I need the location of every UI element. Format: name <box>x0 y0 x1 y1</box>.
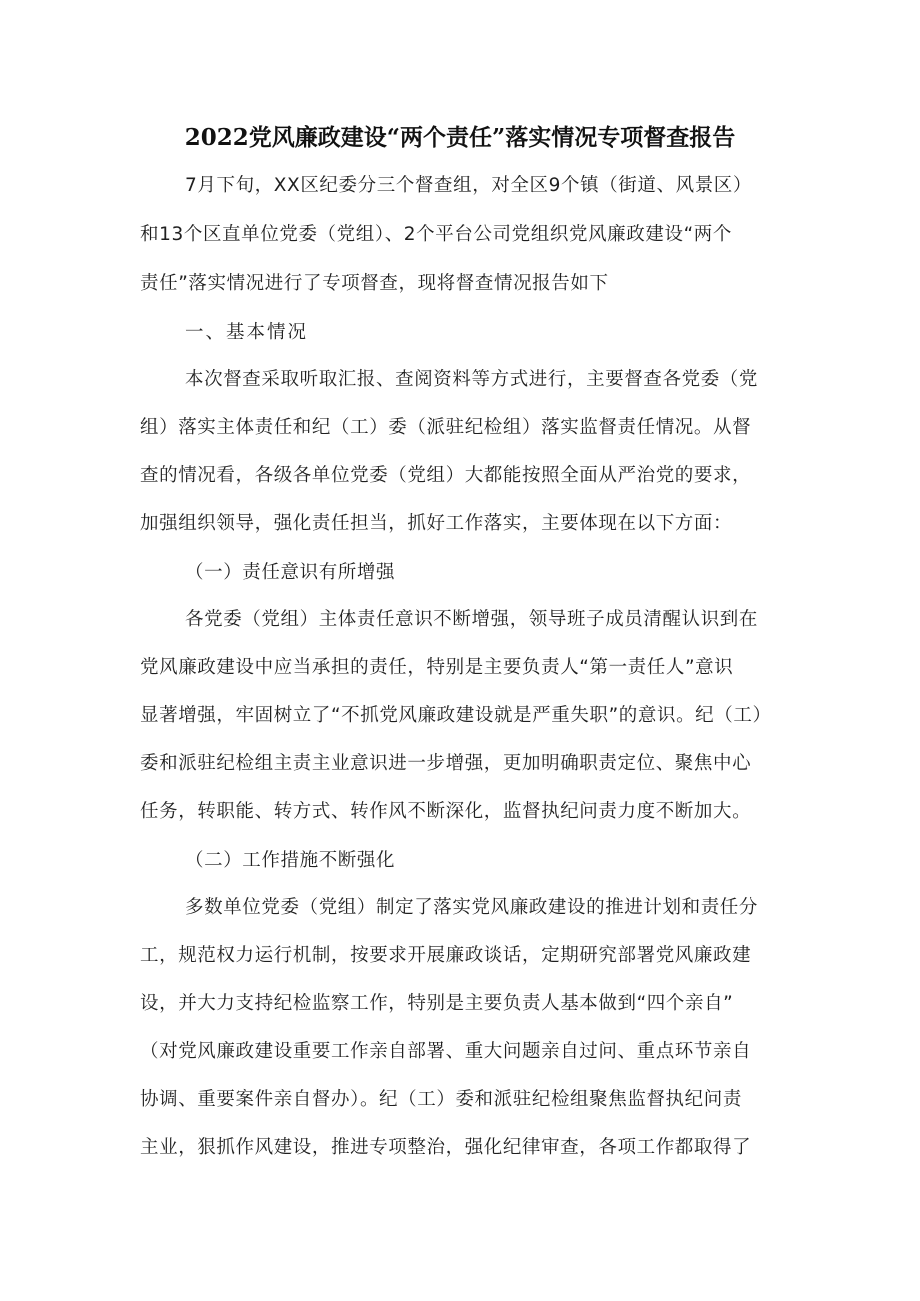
paragraph-line: 加强组织领导，强化责任担当，抓好工作落实，主要体现在以下方面： <box>140 513 733 534</box>
paragraph-line: 查的情况看，各级各单位党委（党组）大都能按照全面从严治党的要求， <box>140 465 752 486</box>
paragraph-line: 任务，转职能、转方式、转作风不断深化，监督执纪问责力度不断加大。 <box>140 801 752 822</box>
subsection-heading: （一）责任意识有所增强 <box>185 562 396 583</box>
paragraph-line: 本次督查采取听取汇报、查阅资料等方式进行，主要督查各党委（党 <box>185 369 759 390</box>
paragraph-line: 组）落实主体责任和纪（工）委（派驻纪检组）落实监督责任情况。从督 <box>140 417 752 438</box>
paragraph-line: 7月下旬，XX区纪委分三个督查组，对全区9个镇（街道、风景区） <box>185 175 752 196</box>
document-title: 2022党风廉政建设“两个责任”落实情况专项督查报告 <box>184 124 736 151</box>
paragraph-line: 委和派驻纪检组主责主业意识进一步增强，更加明确职责定位、聚焦中心 <box>140 753 752 774</box>
paragraph-line: 多数单位党委（党组）制定了落实党风廉政建设的推进计划和责任分 <box>185 897 759 918</box>
paragraph-line: （对党风廉政建设重要工作亲自部署、重大问题亲自过问、重点环节亲自 <box>140 1041 752 1062</box>
paragraph-line: 党风廉政建设中应当承担的责任，特别是主要负责人“第一责任人”意识 <box>140 657 734 678</box>
paragraph-line: 工，规范权力运行机制，按要求开展廉政谈话，定期研究部署党风廉政建 <box>140 945 752 966</box>
paragraph-line: 主业，狠抓作风建设，推进专项整治，强化纪律审查，各项工作都取得了 <box>140 1137 752 1158</box>
paragraph-line: 协调、重要案件亲自督办）。纪（工）委和派驻纪检组聚焦监督执纪问责 <box>140 1089 742 1110</box>
paragraph-line: 各党委（党组）主体责任意识不断增强，领导班子成员清醒认识到在 <box>185 609 759 630</box>
paragraph-line: 显著增强，牢固树立了“不抓党风廉政建设就是严重失职”的意识。纪（工） <box>140 705 772 726</box>
paragraph-line: 责任”落实情况进行了专项督查，现将督查情况报告如下 <box>140 273 609 294</box>
paragraph-line: 和13个区直单位党委（党组）、2个平台公司党组织党风廉政建设“两个 <box>140 224 732 245</box>
section-heading: 一、基本情况 <box>185 322 309 343</box>
paragraph-line: 设，并大力支持纪检监察工作，特别是主要负责人基本做到“四个亲自” <box>140 993 734 1014</box>
subsection-heading: （二）工作措施不断强化 <box>185 850 396 871</box>
